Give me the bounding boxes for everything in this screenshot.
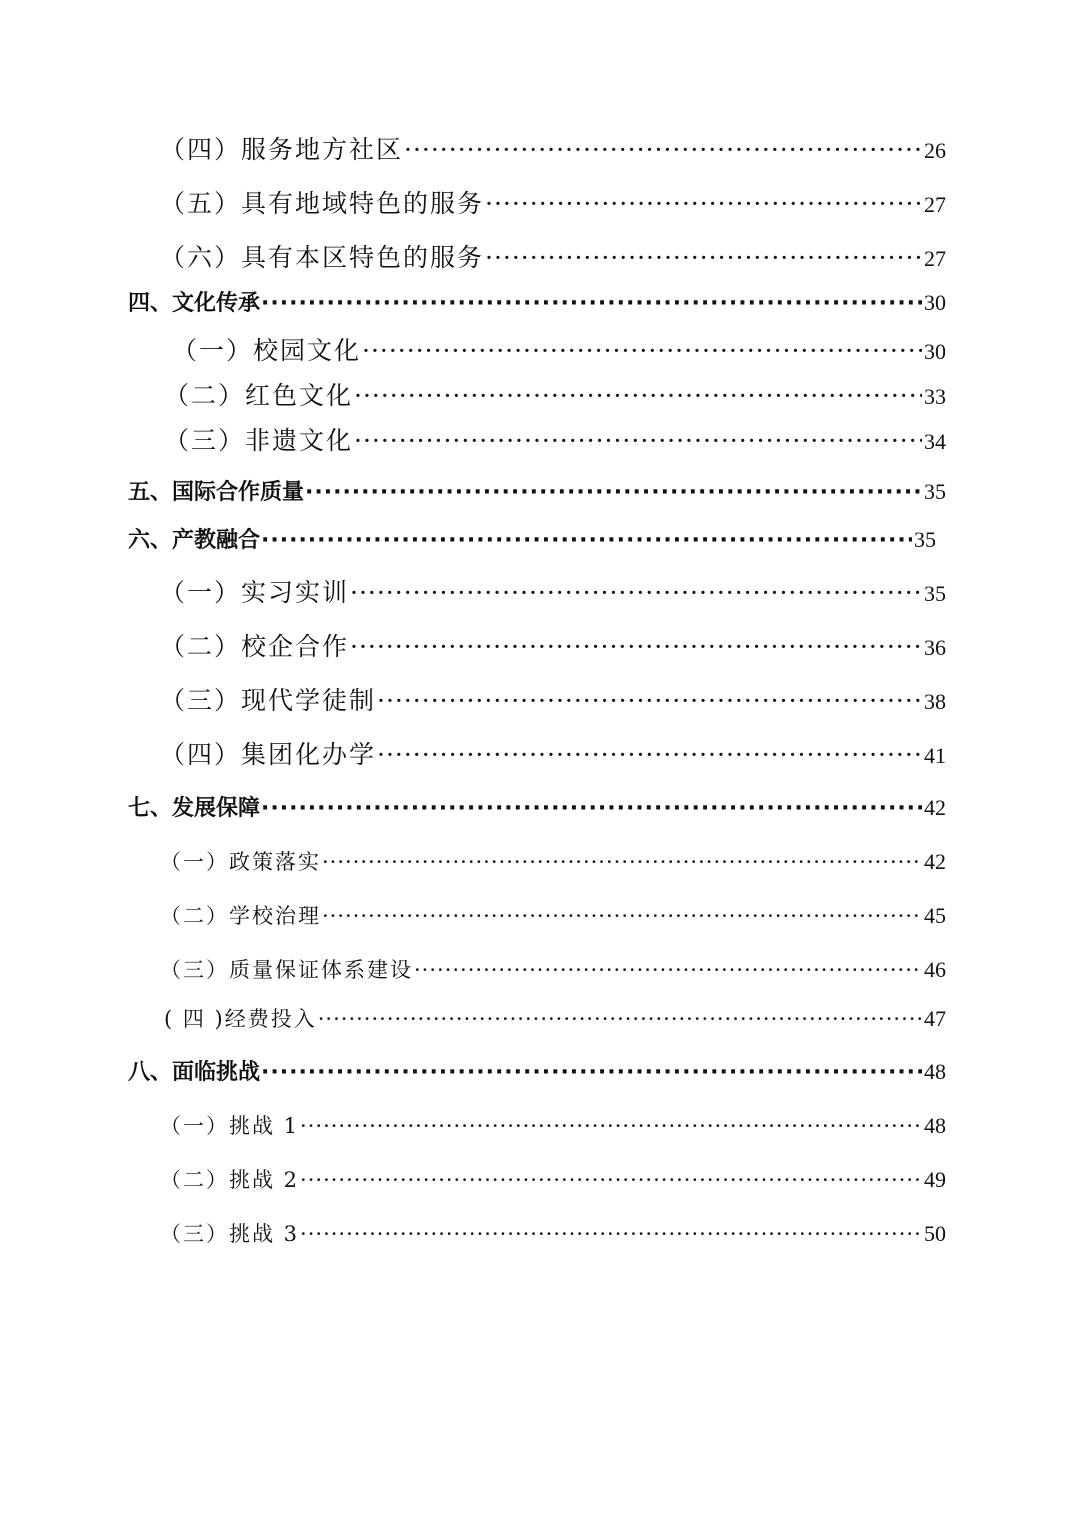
toc-entry-page: 34 — [924, 429, 946, 454]
toc-leader-dots — [414, 958, 922, 982]
toc-entry-page: 50 — [924, 1221, 946, 1246]
toc-entry-page: 30 — [924, 290, 946, 315]
toc-leader-dots — [261, 528, 912, 553]
toc-entry-page: 27 — [924, 246, 946, 271]
toc-entry[interactable] — [160, 627, 946, 663]
toc-entry[interactable] — [160, 954, 946, 984]
toc-entry-label: （一）挑战 1 — [160, 1114, 300, 1138]
toc-leader-dots — [377, 686, 922, 715]
toc-entry[interactable] — [160, 573, 946, 609]
toc-entry[interactable] — [128, 475, 946, 506]
toc-leader-dots — [261, 291, 922, 316]
toc-entry[interactable] — [160, 900, 946, 930]
toc-leader-dots — [377, 740, 922, 769]
toc-entry-label: （三）质量保证体系建设 — [160, 958, 413, 982]
toc-entry-label: （六）具有本区特色的服务 — [160, 243, 485, 272]
toc-entry-label: （一）实习实训 — [160, 578, 350, 607]
toc-entry-label: 七、发展保障 — [128, 796, 261, 821]
toc-entry[interactable] — [160, 735, 946, 771]
toc-entry[interactable] — [160, 681, 946, 717]
toc-entry-label: （二）红色文化 — [164, 381, 354, 410]
toc-entry-page: 48 — [924, 1113, 946, 1138]
toc-leader-dots — [350, 632, 922, 661]
toc-entry-label: （四）集团化办学 — [160, 740, 377, 769]
toc-entry-page: 36 — [924, 635, 946, 660]
toc-leader-dots — [318, 1007, 922, 1031]
toc-entry[interactable] — [128, 286, 946, 317]
toc-entry-page: 45 — [924, 903, 946, 928]
toc-entry-label: 六、产教融合 — [128, 528, 261, 553]
toc-entry-page: 30 — [924, 339, 946, 364]
toc-entry-page: 26 — [924, 138, 946, 163]
toc-entry-page: 42 — [924, 795, 946, 820]
toc-entry-label: （一）校园文化 — [172, 336, 362, 365]
toc-entry[interactable] — [160, 130, 946, 166]
toc-entry[interactable] — [160, 1164, 946, 1194]
toc-entry-page: 35 — [924, 479, 946, 504]
toc-entry[interactable] — [164, 1003, 946, 1033]
toc-entry-label: （三）非遗文化 — [164, 426, 354, 455]
toc-entry-page: 46 — [924, 957, 946, 982]
toc-leader-dots — [404, 135, 922, 164]
toc-entry-page: 49 — [924, 1167, 946, 1192]
toc-entry-page: 47 — [924, 1006, 946, 1031]
toc-entry-label: 四、文化传承 — [128, 291, 261, 316]
toc-entry-label: 八、面临挑战 — [128, 1060, 261, 1085]
toc-entry-label: （三）挑战 3 — [160, 1222, 300, 1246]
toc-entry[interactable] — [128, 791, 946, 822]
toc-entry-page: 42 — [924, 849, 946, 874]
toc-entry-page: 33 — [924, 384, 946, 409]
toc-leader-dots — [305, 480, 922, 505]
toc-leader-dots — [354, 426, 922, 455]
toc-entry-page: 38 — [924, 689, 946, 714]
toc-entry-label: （二）挑战 2 — [160, 1168, 300, 1192]
toc-entry[interactable] — [160, 1218, 946, 1248]
toc-entry-label: ( 四 )经费投入 — [164, 1007, 317, 1031]
toc-entry-label: （一）政策落实 — [160, 850, 321, 874]
toc-entry[interactable] — [128, 523, 936, 554]
toc-entry[interactable] — [164, 421, 946, 457]
toc-entry-page: 35 — [914, 527, 936, 552]
toc-leader-dots — [485, 189, 922, 218]
toc-entry[interactable] — [164, 376, 946, 412]
toc-leader-dots — [354, 381, 922, 410]
toc-leader-dots — [300, 1168, 922, 1192]
toc-entry-label: （三）现代学徒制 — [160, 686, 377, 715]
toc-leader-dots — [362, 336, 922, 365]
toc-entry[interactable] — [160, 184, 946, 220]
toc-entry[interactable] — [160, 846, 946, 876]
toc-leader-dots — [485, 243, 922, 272]
toc-leader-dots — [300, 1114, 922, 1138]
toc-leader-dots — [300, 1222, 922, 1246]
toc-entry[interactable] — [160, 238, 946, 274]
toc-leader-dots — [261, 796, 922, 821]
toc-entry-label: （四）服务地方社区 — [160, 135, 404, 164]
toc-entry[interactable] — [128, 1055, 946, 1086]
toc-leader-dots — [322, 850, 922, 874]
toc-entry-label: （五）具有地域特色的服务 — [160, 189, 485, 218]
toc-entry-page: 27 — [924, 192, 946, 217]
toc-entry-label: （二）学校治理 — [160, 904, 321, 928]
toc-entry-page: 48 — [924, 1059, 946, 1084]
toc-entry-label: 五、国际合作质量 — [128, 480, 305, 505]
toc-leader-dots — [261, 1060, 922, 1085]
toc-entry[interactable] — [172, 331, 946, 367]
toc-entry-label: （二）校企合作 — [160, 632, 350, 661]
toc-leader-dots — [322, 904, 922, 928]
toc-entry-page: 41 — [924, 743, 946, 768]
toc-entry[interactable] — [160, 1110, 946, 1140]
toc-entry-page: 35 — [924, 581, 946, 606]
toc-leader-dots — [350, 578, 922, 607]
